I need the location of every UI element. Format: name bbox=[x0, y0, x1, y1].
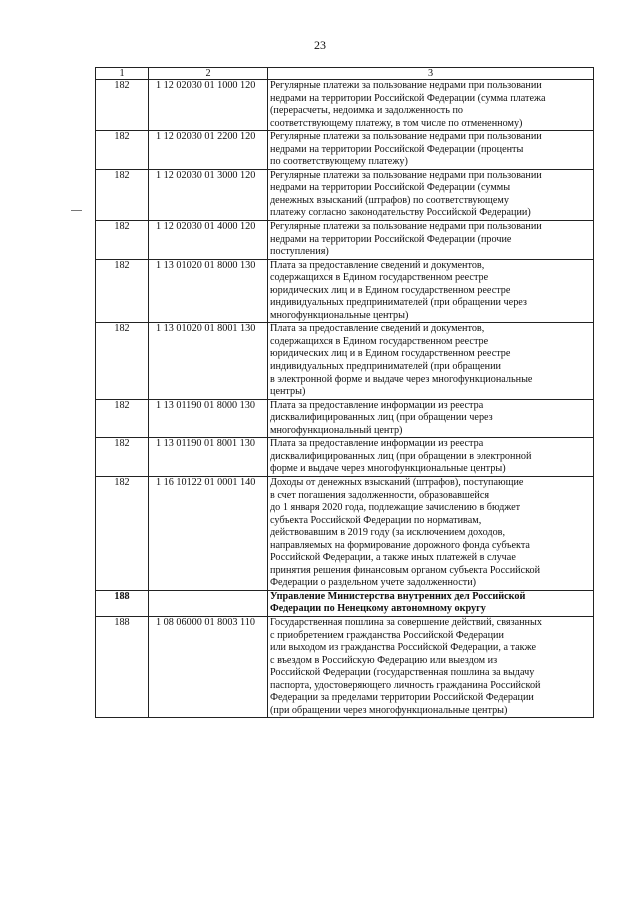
description-line: Плата за предоставление информации из реестра bbox=[270, 438, 484, 450]
description-line: в электронной форме и выдаче через многофункциональные bbox=[270, 373, 533, 385]
description-line: (при обращении через многофункциональные центры) bbox=[270, 704, 508, 716]
header-column-2: 2 bbox=[149, 68, 268, 80]
administrator-code-cell: 182 bbox=[96, 169, 149, 220]
administrator-code-cell: 182 bbox=[96, 476, 149, 590]
description-line: Плата за предоставление информации из реестра bbox=[270, 399, 484, 411]
description-line: дисквалифицированных лиц (при обращении через bbox=[270, 412, 493, 424]
description-line: содержащихся в Едином государственном реестре bbox=[270, 335, 489, 347]
revenue-codes-table bbox=[95, 67, 594, 718]
revenue-description-cell bbox=[268, 131, 594, 170]
administrator-code-cell: 182 bbox=[96, 131, 149, 170]
revenue-description-cell bbox=[268, 476, 594, 590]
description-line: Российской Федерации (государственная пошлина за выдачу bbox=[270, 667, 535, 679]
budget-classification-code-cell: 1 12 02030 01 4000 120 bbox=[149, 221, 268, 260]
revenue-description-cell bbox=[268, 399, 594, 438]
administrator-code-cell: 182 bbox=[96, 259, 149, 323]
description-line: многофункциональные центры) bbox=[270, 309, 409, 321]
administrator-code-cell: 188 bbox=[96, 616, 149, 717]
budget-classification-code-cell: 1 16 10122 01 0001 140 bbox=[149, 476, 268, 590]
administrator-code-cell: 182 bbox=[96, 438, 149, 477]
description-line: Регулярные платежи за пользование недрами при пользовании bbox=[270, 221, 542, 233]
administrator-code-cell: 182 bbox=[96, 221, 149, 260]
description-line: недрами на территории Российской Федерации (прочие bbox=[270, 233, 512, 245]
table-row bbox=[96, 80, 594, 131]
description-line: действовавшим в 2019 году (за исключением доходов, bbox=[270, 527, 506, 539]
description-line: многофункциональный центр) bbox=[270, 424, 403, 436]
description-line: юридических лиц и в Едином государственном реестре bbox=[270, 348, 511, 360]
budget-classification-code-cell: 1 12 02030 01 3000 120 bbox=[149, 169, 268, 220]
table-row bbox=[96, 169, 594, 220]
description-line: направляемых на формирование дорожного фонда субъекта bbox=[270, 539, 530, 551]
description-line: Регулярные платежи за пользование недрами при пользовании bbox=[270, 131, 542, 143]
table-row bbox=[96, 476, 594, 590]
table-row bbox=[96, 438, 594, 477]
description-line: содержащихся в Едином государственном реестре bbox=[270, 272, 489, 284]
revenue-description-cell bbox=[268, 323, 594, 399]
description-line: индивидуальных предпринимателей (при обращении bbox=[270, 361, 502, 373]
description-line: соответствующему платежу, в том числе по отмененному) bbox=[270, 117, 523, 129]
revenue-description-cell bbox=[268, 438, 594, 477]
margin-mark bbox=[71, 210, 82, 211]
description-line: Плата за предоставление сведений и документов, bbox=[270, 323, 485, 335]
description-line: до 1 января 2020 года, подлежащие зачислению в бюджет bbox=[270, 502, 521, 514]
revenue-description-cell bbox=[268, 616, 594, 717]
description-line: юридических лиц и в Едином государственном реестре bbox=[270, 284, 511, 296]
description-line: Федерации по Ненецкому автономному округу bbox=[270, 603, 486, 615]
description-line: форме и выдаче через многофункциональные центры) bbox=[270, 463, 506, 475]
table-row bbox=[96, 221, 594, 260]
description-line: принятия решения финансовым органом субъекта Российской bbox=[270, 564, 541, 576]
budget-classification-code-cell bbox=[149, 590, 268, 616]
description-line: Государственная пошлина за совершение действий, связанных bbox=[270, 616, 542, 628]
table-row bbox=[96, 399, 594, 438]
description-line: недрами на территории Российской Федерации (проценты bbox=[270, 143, 524, 155]
revenue-description-cell bbox=[268, 80, 594, 131]
budget-classification-code-cell: 1 12 02030 01 2200 120 bbox=[149, 131, 268, 170]
description-line: (перерасчеты, недоимка и задолженность по bbox=[270, 105, 463, 117]
description-line: Федерации за пределами территории Российской Федерации bbox=[270, 692, 534, 704]
description-line: поступления) bbox=[270, 246, 329, 258]
revenue-description-cell bbox=[268, 221, 594, 260]
description-line: или выходом из гражданства Российской Федерации, а также bbox=[270, 642, 537, 654]
description-line: паспорта, удостоверяющего личность гражданина Российской bbox=[270, 679, 541, 691]
administrator-code-cell: 182 bbox=[96, 399, 149, 438]
budget-classification-code-cell: 1 13 01190 01 8000 130 bbox=[149, 399, 268, 438]
table-row bbox=[96, 259, 594, 323]
table-section-row bbox=[96, 590, 594, 616]
administrator-code-cell: 188 bbox=[96, 590, 149, 616]
description-line: денежных взысканий (штрафов) по соответствующему bbox=[270, 194, 509, 206]
revenue-description-cell bbox=[268, 590, 594, 616]
budget-classification-code-cell: 1 12 02030 01 1000 120 bbox=[149, 80, 268, 131]
description-line: Управление Министерства внутренних дел Российской bbox=[270, 590, 526, 602]
revenue-description-cell bbox=[268, 169, 594, 220]
administrator-code-cell: 182 bbox=[96, 323, 149, 399]
budget-classification-code-cell: 1 13 01190 01 8001 130 bbox=[149, 438, 268, 477]
description-line: недрами на территории Российской Федерации (суммы bbox=[270, 182, 511, 194]
description-line: Регулярные платежи за пользование недрами при пользовании bbox=[270, 169, 542, 181]
table-row bbox=[96, 616, 594, 717]
description-line: с приобретением гражданства Российской Федерации bbox=[270, 629, 504, 641]
description-line: центры) bbox=[270, 386, 306, 398]
description-line: Доходы от денежных взысканий (штрафов), поступающие bbox=[270, 476, 524, 488]
description-line: недрами на территории Российской Федерации (сумма платежа bbox=[270, 92, 546, 104]
budget-classification-code-cell: 1 13 01020 01 8000 130 bbox=[149, 259, 268, 323]
description-line: Регулярные платежи за пользование недрами при пользовании bbox=[270, 80, 542, 91]
administrator-code-cell: 182 bbox=[96, 80, 149, 131]
description-line: Плата за предоставление сведений и документов, bbox=[270, 259, 485, 271]
description-line: с въездом в Российскую Федерацию или выездом из bbox=[270, 654, 498, 666]
description-line: субъекта Российской Федерации по нормативам, bbox=[270, 514, 482, 526]
table-row bbox=[96, 131, 594, 170]
table-row bbox=[96, 323, 594, 399]
description-line: в счет погашения задолженности, образовавшейся bbox=[270, 489, 490, 501]
budget-classification-code-cell: 1 13 01020 01 8001 130 bbox=[149, 323, 268, 399]
description-line: Федерации о раздельном учете задолженности) bbox=[270, 577, 477, 589]
header-column-1: 1 bbox=[96, 68, 149, 80]
description-line: Российской Федерации, а также иных платежей в случае bbox=[270, 552, 516, 564]
description-line: дисквалифицированных лиц (при обращении в электронной bbox=[270, 450, 532, 462]
description-line: платежу согласно законодательству Российской Федерации) bbox=[270, 207, 531, 219]
table-header-row bbox=[96, 68, 594, 80]
revenue-description-cell bbox=[268, 259, 594, 323]
page-number: 23 bbox=[314, 38, 326, 52]
budget-classification-code-cell: 1 08 06000 01 8003 110 bbox=[149, 616, 268, 717]
header-column-3: 3 bbox=[268, 68, 594, 80]
description-line: по соответствующему платежу) bbox=[270, 156, 408, 168]
description-line: индивидуальных предпринимателей (при обращении через bbox=[270, 297, 527, 309]
